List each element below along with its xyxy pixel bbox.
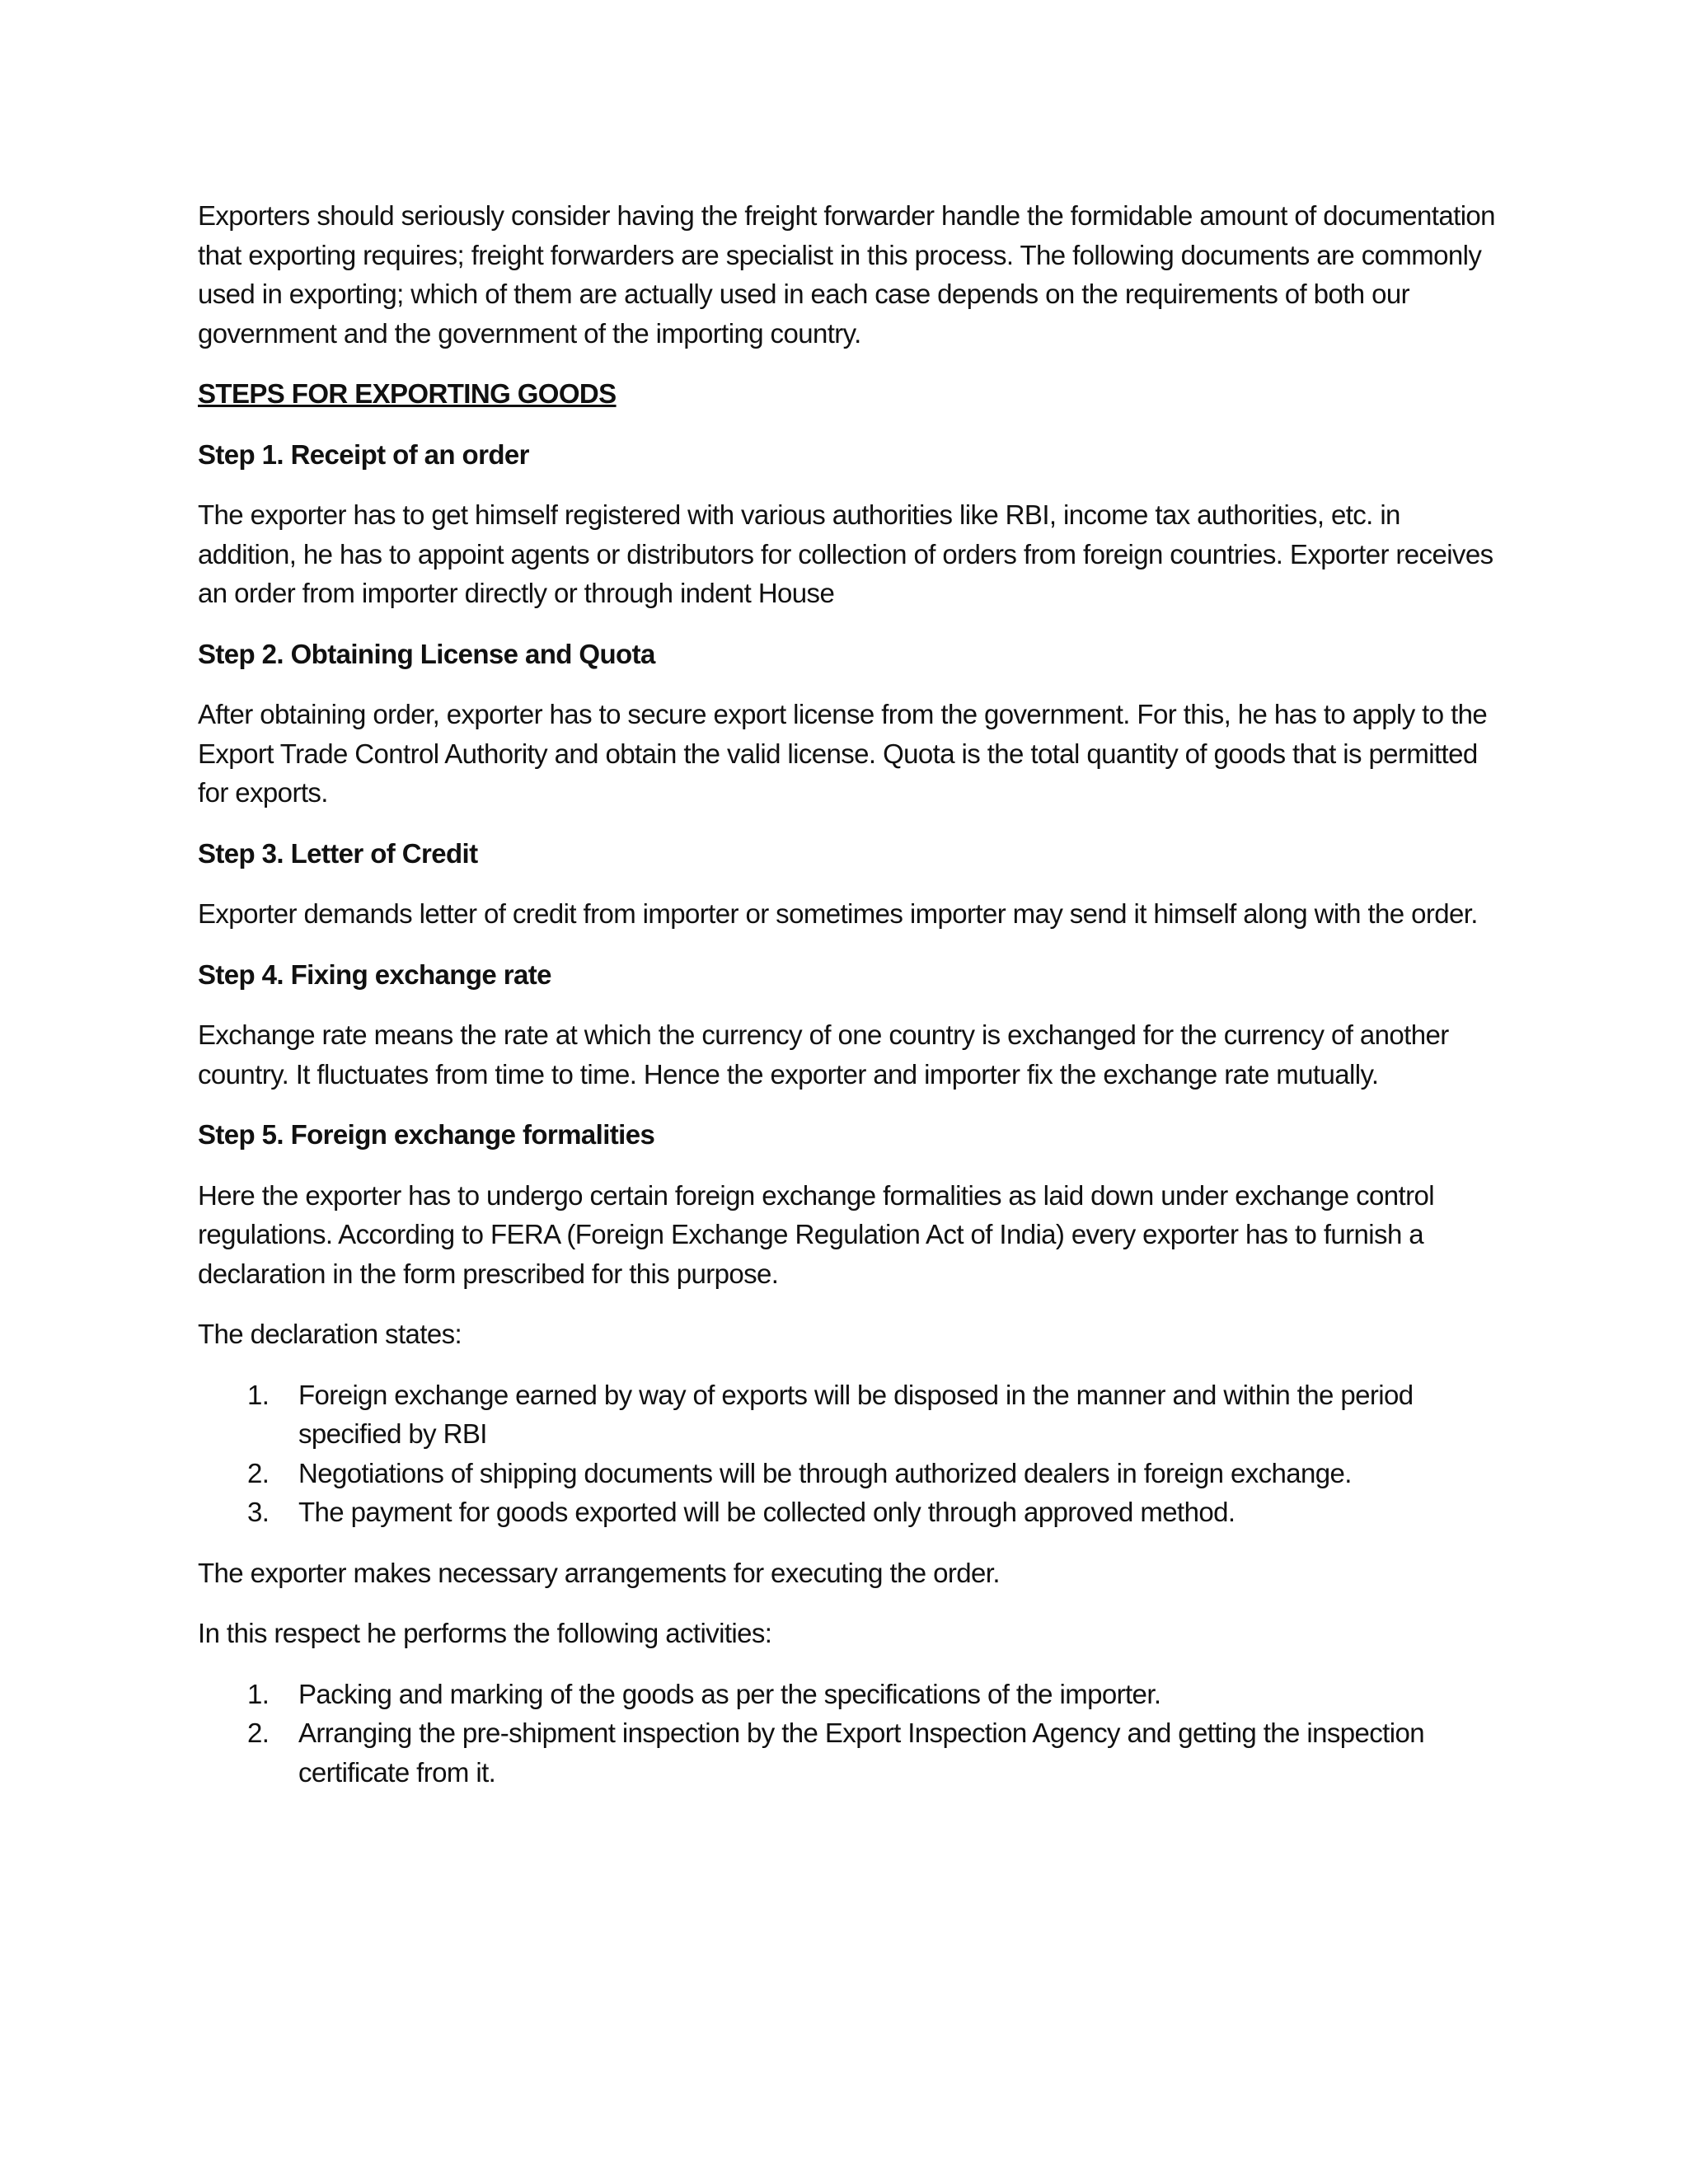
activities-list	[198, 1675, 1500, 1793]
intro-paragraph: Exporters should seriously consider having the freight forwarder handle the formidable amount of documentation that exporting requires; freight forwarders are specialist in this process. The following documents are commonly used in exporting; which of them are actually used in each case depends on the requirements of both our government and the government of the importing country.	[198, 200, 1495, 349]
step-2-body: After obtaining order, exporter has to secure export license from the government. For this, he has to apply to the Export Trade Control Authority and obtain the valid license. Quota is the total quantity of goods that is permitted for exports.	[198, 699, 1488, 808]
list-item-text: Foreign exchange earned by way of exports will be disposed in the manner and within the period specified by RBI	[298, 1379, 1414, 1449]
step-3-heading: Step 3. Letter of Credit	[198, 837, 478, 869]
list-item-number: 2.	[247, 1457, 270, 1488]
list-item	[198, 1376, 1500, 1454]
step-1-body: The exporter has to get himself registered with various authorities like RBI, income tax authorities, etc. in addition, he has to appoint agents or distributors for collection of orders from foreign countries. Exporter receives an order from importer directly or through indent House	[198, 499, 1493, 608]
step-3-body: Exporter demands letter of credit from importer or sometimes importer may send it himself along with the order.	[198, 898, 1478, 929]
declaration-list	[198, 1376, 1500, 1532]
arrangements-paragraph: The exporter makes necessary arrangements for executing the order.	[198, 1557, 1000, 1588]
step-2-heading: Step 2. Obtaining License and Quota	[198, 638, 655, 669]
step-5-heading: Step 5. Foreign exchange formalities	[198, 1119, 655, 1150]
list-item-number: 3.	[247, 1497, 270, 1527]
list-item-text: Arranging the pre-shipment inspection by the Export Inspection Agency and getting the inspection certificate from it.	[298, 1718, 1424, 1788]
document-body	[198, 196, 1500, 1813]
section-title: STEPS FOR EXPORTING GOODS	[198, 378, 617, 409]
list-item-text: The payment for goods exported will be collected only through approved method.	[298, 1497, 1236, 1527]
declaration-intro: The declaration states:	[198, 1319, 462, 1349]
list-item-text: Packing and marking of the goods as per the specifications of the importer.	[298, 1678, 1161, 1709]
list-item-text: Negotiations of shipping documents will be through authorized dealers in foreign exchange.	[298, 1457, 1352, 1488]
step-1-heading: Step 1. Receipt of an order	[198, 438, 529, 470]
step-4-body: Exchange rate means the rate at which the currency of one country is exchanged for the currency of another country. It fluctuates from time to time. Hence the exporter and importer fix the exchange rate mutually.	[198, 1019, 1449, 1090]
list-item-number: 2.	[247, 1718, 270, 1748]
list-item	[198, 1713, 1500, 1792]
list-item-number: 1.	[247, 1678, 270, 1709]
step-5-body: Here the exporter has to undergo certain foreign exchange formalities as laid down under exchange control regulations. According to FERA (Foreign Exchange Regulation Act of India) every exporter has to furnish a declaration in the form prescribed for this purpose.	[198, 1179, 1434, 1289]
step-4-heading: Step 4. Fixing exchange rate	[198, 958, 551, 990]
list-item	[198, 1675, 1500, 1714]
list-item-number: 1.	[247, 1379, 270, 1410]
activities-intro: In this respect he performs the following activities:	[198, 1618, 772, 1648]
list-item	[198, 1454, 1500, 1493]
list-item	[198, 1493, 1500, 1532]
